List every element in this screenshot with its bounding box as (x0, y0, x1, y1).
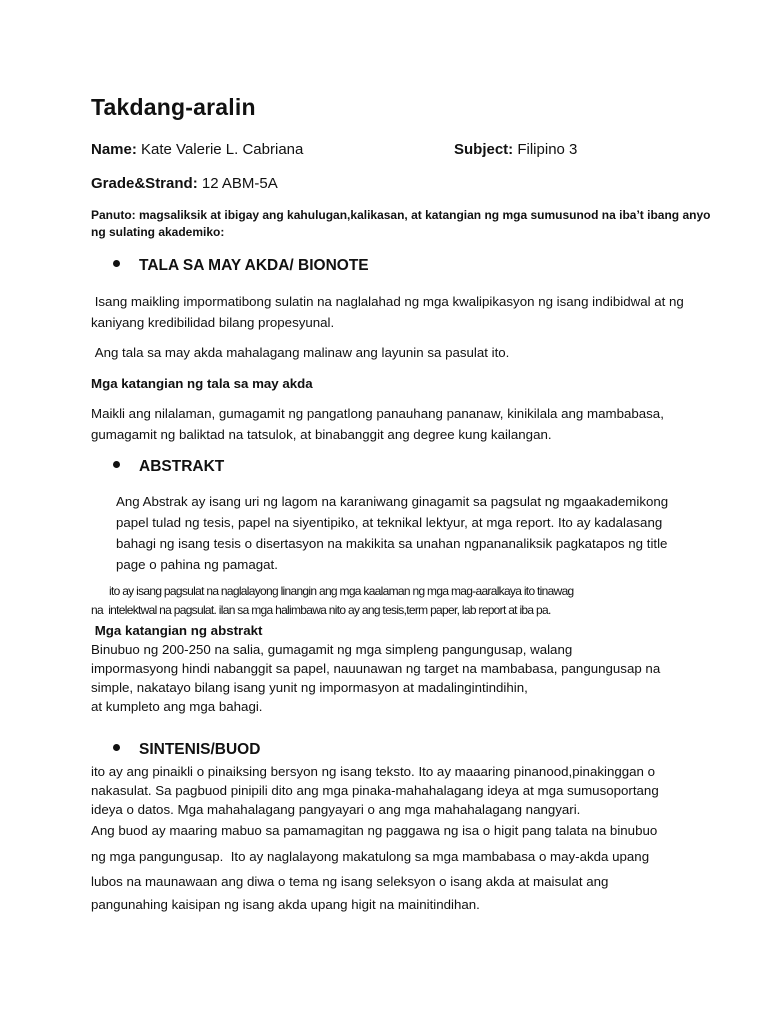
abstrakt-subheading: Mga katangian ng abstrakt (91, 623, 263, 638)
instruction-text: Panuto: magsaliksik at ibigay ang kahulugan,kalikasan, at katangian ng mga sumusunod na iba’t ibang anyo ng sulating akademiko: (91, 208, 711, 239)
sintenis-paragraph-2-line-4: pangunahing kaisipan ng isang akda upang higit na mainitindihan. (91, 897, 480, 912)
abstrakt-paragraph-3-line-1: Binubuo ng 200-250 na salia, gumagamit ng mga simpleng pangungusap, walang (91, 642, 573, 657)
sintenis-paragraph-1-line-1: ito ay ang pinaikli o pinaiksing bersyon ng isang teksto. Ito ay maaaring pinanood,pinakinggan o (91, 764, 656, 779)
section-heading-sintenis (113, 741, 260, 759)
page-title: Takdang-aralin (91, 94, 256, 120)
bionote-paragraph-1: Isang maikling impormatibong sulatin na naglalahad ng mga kwalipikasyon ng isang indibidwal at ng kaniyang kredibilidad bilang propesyunal. (91, 294, 688, 330)
sintenis-heading: SINTENIS/BUOD (139, 741, 261, 758)
abstrakt-paragraph-3-line-4: at kumpleto ang mga bahagi. (91, 699, 263, 714)
subject-label: Subject: (454, 141, 514, 158)
bullet-icon (113, 744, 120, 751)
bionote-paragraph-2: Ang tala sa may akda mahalagang malinaw ang layunin sa pasulat ito. (91, 345, 510, 360)
abstrakt-heading: ABSTRAKT (139, 458, 225, 475)
sintenis-paragraph-2-line-2: ng mga pangungusap. Ito ay naglalayong makatulong sa mga mambabasa o may-akda upang (91, 849, 650, 864)
subject-value: Filipino 3 (517, 141, 578, 158)
bionote-paragraph-3: Maikli ang nilalaman, gumagamit ng pangatlong panauhang pananaw, kinikilala ang mambabasa, gumagamit ng baliktad na tatsulok, at binabanggit ang degree kung kailangan. (91, 406, 664, 442)
section-heading-bionote (113, 257, 369, 275)
abstrakt-paragraph-1: Ang Abstrak ay isang uri ng lagom na karaniwang ginagamit sa pagsulat ng mgaakademikong papel tulad ng tesis, papel na siyentipiko, at teknikal lektyur, at mga report. Ito ay kadalasang bahagi ng isang tesis o disertasyon na makikita sa unahan ngpananaliksik pagkatapos ng title page o pahina ng pamagat. (116, 494, 669, 572)
student-name (91, 141, 303, 158)
grade-label: Grade&Strand: (91, 175, 198, 192)
sintenis-paragraph-1-line-3: ideya o datos. Mga mahahalagang pangyayari o ang mga mahahalagang nangyari. (91, 802, 581, 817)
grade-strand (91, 175, 278, 192)
grade-value: 12 ABM-5A (201, 175, 278, 192)
abstrakt-paragraph-2-line-1: ito ay isang pagsulat na naglalayong linangin ang mga kaalaman ng mga mag-aaralkaya ito tinawag (109, 584, 574, 598)
bionote-subheading: Mga katangian ng tala sa may akda (91, 376, 313, 391)
sintenis-paragraph-2-line-1: Ang buod ay maaring mabuo sa pamamagitan ng paggawa ng isa o higit pang talata na binubuo (91, 823, 658, 838)
sintenis-paragraph-2-line-3: lubos na maunawaan ang diwa o tema ng isang seleksyon o isang akda at maisulat ang (91, 874, 609, 889)
abstrakt-paragraph-2-line-2: na intelektwal na pagsulat. ilan sa mga halimbawa nito ay ang tesis,term paper, lab report at iba pa. (91, 603, 551, 617)
bullet-icon (113, 260, 120, 267)
name-value: Kate Valerie L. Cabriana (141, 141, 304, 158)
bullet-icon (113, 461, 120, 468)
abstrakt-paragraph-3-line-3: simple, nakatayo bilang isang yunit ng impormasyon at madalingintindihin, (91, 680, 528, 695)
subject (454, 141, 577, 158)
name-label: Name: (91, 141, 137, 158)
abstrakt-paragraph-3-line-2: impormasyong hindi nabanggit sa papel, nauunawan ng target na mambabasa, pangungusap na (91, 661, 661, 676)
section-heading-abstrakt (113, 458, 224, 476)
bionote-heading: TALA SA MAY AKDA/ BIONOTE (139, 257, 369, 274)
sintenis-paragraph-1-line-2: nakasulat. Sa pagbuod pinipili dito ang mga pinaka-mahahalagang ideya at mga sumusoportang (91, 783, 659, 798)
